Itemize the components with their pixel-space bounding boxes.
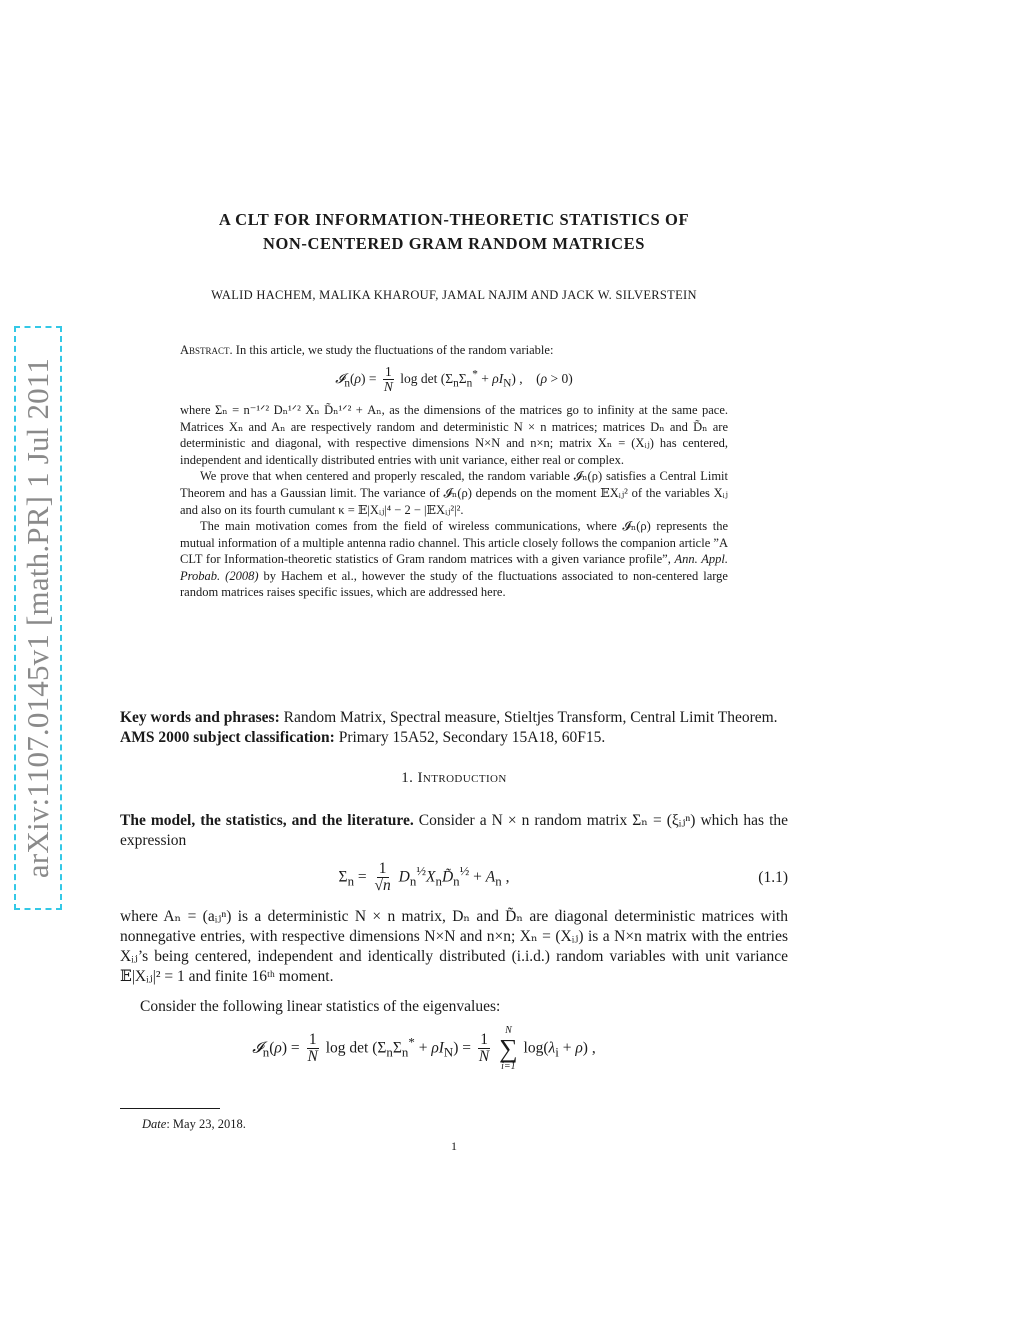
abstract-intro-text: In this article, we study the fluctuations of the random variable: (235, 343, 554, 357)
summation-sign: N ∑ i=1 (499, 1024, 518, 1072)
keywords-text: Random Matrix, Spectral measure, Stieltjes Transform, Central Limit Theorem. (279, 709, 778, 726)
abstract-p3-part2: by Hachem et al., however the study of the fluctuations associated to non-centered large random matrices raises specific issues, which are addressed here. (180, 568, 728, 600)
abstract-p3 (180, 518, 728, 601)
footnote-label: Date (142, 1117, 167, 1131)
title-line-1: A CLT FOR INFORMATION-THEORETIC STATISTICS OF (218, 210, 690, 229)
intro-p1-text: Consider a N × n random matrix Σₙ = (ξᵢⱼⁿ) which has the expression (120, 811, 789, 849)
paper-title (120, 208, 788, 256)
footnote-date (142, 1117, 246, 1132)
page-number: 1 (451, 1139, 457, 1153)
footnote-rule (120, 1108, 220, 1109)
arxiv-stamp-text: arXiv:1107.0145v1 [math.PR] 1 Jul 2011 (20, 357, 56, 879)
title-line-2: NON-CENTERED GRAM RANDOM MATRICES (262, 234, 646, 253)
abstract-p1: where Σₙ = n⁻¹ᐟ² Dₙ¹ᐟ² Xₙ D̃ₙ¹ᐟ² + Aₙ, as the dimensions of the matrices go to infinity at the same pace. Matrices Xₙ and Aₙ are respectively random and deterministic N × n matrices; matrices Dₙ and D̃ₙ are deterministic and diagonal, with respective dimensions N×N and n×n; matrix Xₙ = (Xᵢⱼ) has centered, independent and identically distributed entries with unit variance, either real or complex. (180, 402, 728, 467)
intro-paragraph-2: where Aₙ = (aᵢⱼⁿ) is a deterministic N × n matrix, Dₙ and D̃ₙ are diagonal deterministic matrices with nonnegative entries, with respective dimensions N×N and n×n; Xₙ = (Xᵢⱼ) is a N×n matrix with the entries Xᵢⱼ’s being centered, independent and identically distributed (i.i.d.) random variables with unit variance 𝔼|Xᵢⱼ|² = 1 and finite 16ᵗʰ moment. (120, 907, 788, 986)
section-number: 1. (401, 770, 414, 787)
keywords-label: Key words and phrases: (120, 709, 280, 726)
abstract (180, 342, 728, 601)
eq1-fraction: $\frac{1}{√n}$ (374, 860, 391, 895)
abstract-citation: Ann. Appl. Probab. (2008) (180, 552, 728, 583)
ams-text: Primary 15A52, Secondary 15A18, 60F15. (334, 729, 606, 747)
intro-heading: The model, the statistics, and the literature. (120, 811, 414, 829)
ams-label: AMS 2000 subject classification: (120, 729, 335, 747)
section-title: Introduction (417, 770, 507, 787)
footnote-text: : May 23, 2018. (166, 1117, 246, 1131)
main-text (120, 708, 788, 1084)
abstract-equation: 𝓘$_n$(ρ) = $\frac{1}{N}$ $\log \det (\Sigma_n\Sigma_n^* + \rho I_N)$ , (ρ > 0) (335, 363, 573, 394)
ams-classification (120, 728, 788, 748)
intro-paragraph-3: Consider the following linear statistics of the eigenvalues: (140, 998, 501, 1016)
abstract-label: Abstract. (180, 343, 233, 357)
section-heading (120, 768, 788, 788)
equation-linear-statistics (120, 1026, 788, 1072)
abstract-p2: We prove that when centered and properly rescaled, the random variable 𝓘ₙ(ρ) satisfies a Central Limit Theorem and has a Gaussian limit. The variance of 𝓘ₙ(ρ) depends on the moment 𝔼Xᵢⱼ² of the variables Xᵢⱼ and also on its fourth cumulant κ = 𝔼|Xᵢⱼ|⁴ − 2 − |𝔼Xᵢⱼ²|². (180, 469, 728, 517)
abstract-eq-fraction: $\frac{1}{N}$ (383, 363, 393, 394)
equation-1-1-body: $\Sigma_n$ = $\frac{1}{√n}$ $D_n^{\frac{1}{2}}X_nD̃_n^{\frac{1}{2}} + A_n$ , (338, 860, 510, 895)
intro-paragraph-1 (120, 811, 788, 851)
keywords (120, 708, 788, 728)
arxiv-stamp (14, 326, 62, 910)
equation-number: (1.1) (758, 868, 788, 886)
equation-2-body: 𝓘$_n$(ρ) = $\frac{1}{N}$ $\log \det (\Sigma_n\Sigma_n^* + \rho I_N)$ = $\frac{1}{N}$ N ∑ i=1 $\log(\lambda_i + \rho)$ , (252, 1024, 596, 1072)
authors: WALID HACHEM, MALIKA KHAROUF, JAMAL NAJIM AND JACK W. SILVERSTEIN (211, 288, 697, 302)
equation-1-1 (120, 861, 788, 895)
abstract-p3-part1: The main motivation comes from the field of wireless communications, where 𝓘ₙ(ρ) represents the mutual information of a multiple antenna radio channel. This article closely follows the companion article ”A CLT for Information-theoretic statistics of Gram random matrices with a given variance profile”, (180, 519, 728, 567)
abstract-intro (180, 342, 728, 359)
